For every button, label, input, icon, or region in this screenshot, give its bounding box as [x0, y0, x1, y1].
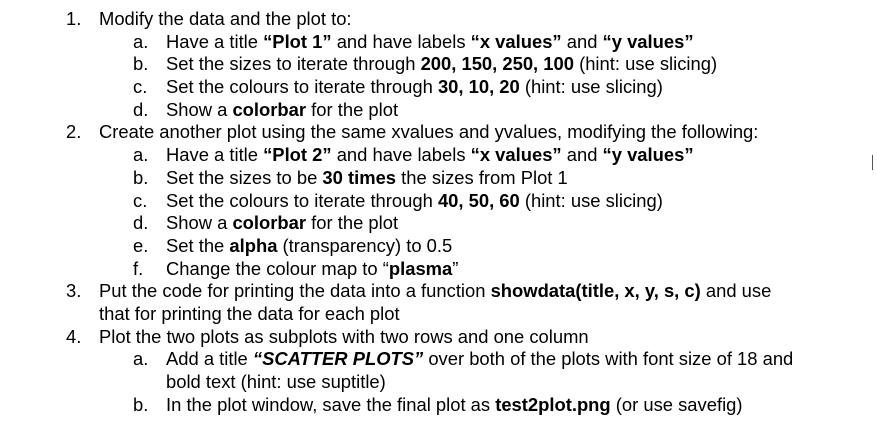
text-run: the sizes from Plot 1: [396, 166, 568, 188]
emphasis-text: 40, 50, 60: [437, 189, 520, 211]
list-marker: e.: [133, 234, 149, 256]
text-run: In the plot window, save the final plot as: [166, 393, 496, 415]
list-item-text: [166, 371, 386, 394]
text-run: Create another plot using the same xvalues and yvalues, modifying the following:: [99, 121, 759, 143]
text-run: for the plot: [306, 98, 399, 120]
text-run: for the plot: [306, 212, 399, 234]
emphasis-text: “SCATTER PLOTS”: [252, 348, 424, 370]
text-run: Modify the data and the plot to:: [99, 8, 352, 29]
text-run: Add a title: [166, 348, 253, 370]
text-cursor: [872, 155, 873, 170]
list-marker: c.: [133, 189, 148, 211]
text-run: and have labels: [331, 30, 471, 52]
list-marker: f.: [133, 257, 144, 279]
list-marker: a.: [133, 30, 149, 52]
text-run: and have labels: [331, 144, 471, 166]
sub-list-item: [0, 76, 877, 99]
sub-list-item: [0, 53, 877, 76]
sub-list-item: [0, 144, 877, 167]
text-run: that for printing the data for each plot: [99, 302, 400, 324]
sub-list-item: [0, 190, 877, 213]
sub-list-item: [0, 31, 877, 54]
emphasis-text: “y values”: [602, 144, 694, 166]
list-item-text: [166, 258, 458, 281]
list-item-text: [166, 99, 398, 122]
list-marker: c.: [133, 76, 148, 98]
sub-list-item: [0, 167, 877, 190]
text-run: Have a title: [166, 144, 264, 166]
text-run: Set the sizes to be: [166, 166, 323, 188]
text-run: (transparency) to 0.5: [277, 234, 453, 256]
emphasis-text: test2plot.png: [495, 393, 611, 415]
sub-list-item: [0, 258, 877, 281]
sub-list-item: [0, 394, 877, 417]
emphasis-text: showdata(title, x, y, s, c): [490, 280, 701, 302]
list-item-continuation: [0, 371, 877, 394]
list-item-text: [99, 326, 589, 349]
text-run: and: [561, 144, 603, 166]
text-run: Plot the two plots as subplots with two rows and one column: [99, 325, 589, 347]
list-item-text: [99, 280, 771, 303]
emphasis-text: alpha: [229, 234, 278, 256]
emphasis-text: 30 times: [322, 166, 397, 188]
list-marker: 4.: [66, 325, 82, 347]
list-marker: d.: [133, 212, 149, 234]
list-marker: b.: [133, 53, 149, 75]
text-run: and use: [700, 280, 772, 302]
list-item: [0, 326, 877, 349]
emphasis-text: colorbar: [232, 98, 307, 120]
list-marker: 1.: [66, 8, 82, 29]
text-run: bold text (hint: use suptitle): [166, 371, 386, 392]
text-run: Set the colours to iterate through: [166, 76, 438, 98]
list-item-text: [166, 190, 663, 213]
list-item-text: [99, 8, 352, 31]
sub-list-item: [0, 99, 877, 122]
emphasis-text: “x values”: [470, 30, 562, 52]
list-item-text: [166, 53, 717, 76]
list-marker: b.: [133, 166, 149, 188]
text-run: Set the sizes to iterate through: [166, 53, 421, 75]
list-item-text: [166, 348, 793, 371]
list-marker: b.: [133, 393, 149, 415]
text-run: (or use savefig): [610, 393, 743, 415]
list-item-text: [166, 76, 663, 99]
list-marker: 2.: [66, 121, 82, 143]
text-run: (hint: use slicing): [519, 189, 663, 211]
list-item-text: [166, 212, 398, 235]
list-item: [0, 8, 877, 31]
text-run: and: [561, 30, 603, 52]
list-marker: a.: [133, 348, 149, 370]
list-marker: d.: [133, 98, 149, 120]
list-item: [0, 121, 877, 144]
emphasis-text: 200, 150, 250, 100: [420, 53, 574, 75]
emphasis-text: “Plot 1”: [263, 30, 332, 52]
emphasis-text: colorbar: [232, 212, 307, 234]
instruction-list: [0, 8, 877, 416]
text-run: Change the colour map to “: [166, 257, 389, 279]
text-run: over both of the plots with font size of 18 and: [423, 348, 794, 370]
list-item-text: [166, 235, 452, 258]
list-item-text: [166, 167, 568, 190]
sub-list-item: [0, 348, 877, 371]
list-item-continuation: [0, 303, 877, 326]
list-item-text: [99, 121, 758, 144]
text-run: Show a: [166, 212, 233, 234]
sub-list-item: [0, 235, 877, 258]
list-item-text: [166, 144, 694, 167]
text-run: Show a: [166, 98, 233, 120]
list-item-text: [166, 31, 694, 54]
sub-list-item: [0, 212, 877, 235]
text-run: (hint: use slicing): [573, 53, 718, 75]
text-run: Set the: [166, 234, 230, 256]
emphasis-text: “x values”: [470, 144, 562, 166]
emphasis-text: “y values”: [602, 30, 694, 52]
text-run: Put the code for printing the data into a function: [99, 280, 491, 302]
emphasis-text: plasma: [388, 257, 453, 279]
emphasis-text: 30, 10, 20: [437, 76, 520, 98]
list-item-text: [166, 394, 743, 417]
text-run: ”: [452, 257, 459, 279]
text-run: Have a title: [166, 30, 264, 52]
list-item-text: [99, 303, 400, 326]
list-marker: 3.: [66, 280, 82, 302]
list-marker: a.: [133, 144, 149, 166]
text-run: (hint: use slicing): [519, 76, 663, 98]
text-run: Set the colours to iterate through: [166, 189, 438, 211]
emphasis-text: “Plot 2”: [263, 144, 332, 166]
list-item: [0, 280, 877, 303]
